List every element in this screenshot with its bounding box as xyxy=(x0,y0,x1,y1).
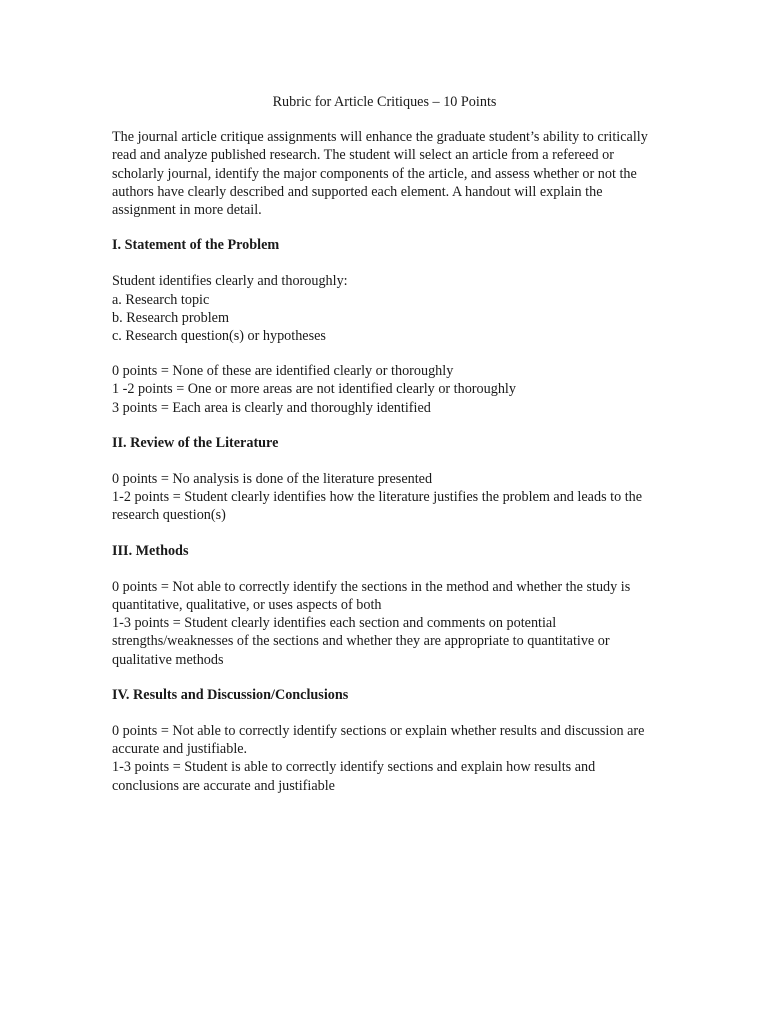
section-review-of-literature xyxy=(112,434,657,525)
points-item: 0 points = None of these are identified clearly or thoroughly xyxy=(112,363,454,380)
points-item: 1-2 points = Student clearly identifies how the literature justifies the problem and leads to the research question(s) xyxy=(112,489,643,524)
points-list xyxy=(112,362,657,417)
section-heading: I. Statement of the Problem xyxy=(112,237,280,254)
points-item: 0 points = No analysis is done of the literature presented xyxy=(112,471,433,488)
intro-paragraph: The journal article critique assignments will enhance the graduate student’s ability to critically read and analyze published research. The student will select an article from a refereed or scholarly journal, identify the major components of the article, and assess whether or not the authors have clearly described and supported each element. A handout will explain the assignment in more detail. xyxy=(112,129,648,219)
document-page xyxy=(112,93,657,812)
points-item: 1-3 points = Student clearly identifies each section and comments on potential strengths/weaknesses of the sections and whether they are appropriate to quantitative or qualitative methods xyxy=(112,615,610,668)
points-item: 0 points = Not able to correctly identify sections or explain whether results and discussion are accurate and justifiable. xyxy=(112,723,645,758)
list-item: a. Research topic xyxy=(112,291,210,308)
points-item: 1-3 points = Student is able to correctly identify sections and explain how results and conclusions are accurate and justifiable xyxy=(112,759,596,794)
criteria-list xyxy=(112,272,657,345)
section-heading: II. Review of the Literature xyxy=(112,434,279,451)
list-item: c. Research question(s) or hypotheses xyxy=(112,328,326,345)
points-list xyxy=(112,470,657,525)
points-item: 3 points = Each area is clearly and thoroughly identified xyxy=(112,399,431,416)
criteria-lead: Student identifies clearly and thoroughly: xyxy=(112,273,348,290)
section-methods xyxy=(112,542,657,669)
points-list xyxy=(112,722,657,795)
points-list xyxy=(112,578,657,669)
points-item: 1 -2 points = One or more areas are not identified clearly or thoroughly xyxy=(112,381,516,398)
section-heading: III. Methods xyxy=(112,542,189,559)
section-heading: IV. Results and Discussion/Conclusions xyxy=(112,686,349,703)
points-item: 0 points = Not able to correctly identify the sections in the method and whether the study is quantitative, qualitative, or uses aspects of both xyxy=(112,578,631,614)
section-results-discussion xyxy=(112,686,657,795)
document-title: Rubric for Article Critiques – 10 Points xyxy=(272,94,497,110)
list-item: b. Research problem xyxy=(112,309,230,326)
section-statement-of-problem xyxy=(112,236,657,417)
